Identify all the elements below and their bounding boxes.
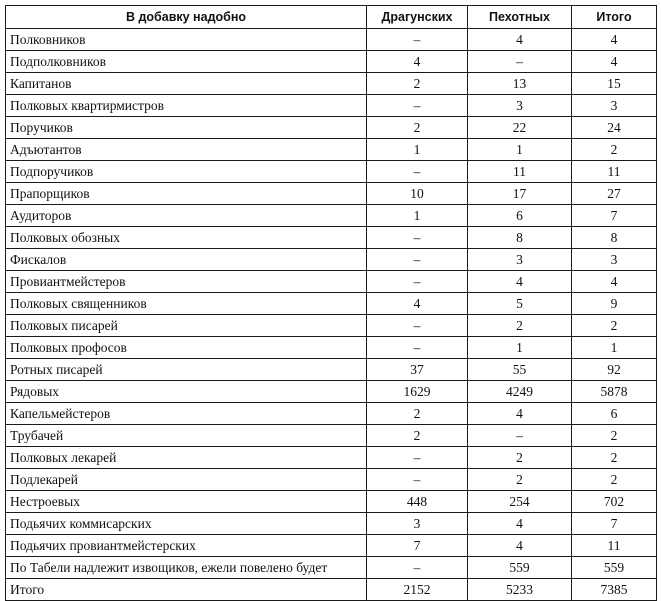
row-total-value: 559 [572,557,657,579]
row-dragoon-value: – [367,161,468,183]
row-total-value: 92 [572,359,657,381]
row-total-value: 3 [572,249,657,271]
row-dragoon-value: – [367,337,468,359]
table-row [6,95,657,117]
row-infantry-value: 1 [468,337,572,359]
row-dragoon-value: – [367,249,468,271]
row-total-value: 9 [572,293,657,315]
table-row [6,227,657,249]
row-infantry-value: 4 [468,271,572,293]
row-total-value: 2 [572,425,657,447]
row-label: Адъютантов [6,139,367,161]
row-total-value: 2 [572,469,657,491]
row-label: Подполковников [6,51,367,73]
row-dragoon-value: – [367,557,468,579]
row-dragoon-value: 10 [367,183,468,205]
row-infantry-value: 3 [468,249,572,271]
row-infantry-value: 2 [468,447,572,469]
row-dragoon-value: 2152 [367,579,468,601]
table-row [6,205,657,227]
table-header [6,6,657,29]
table-row [6,271,657,293]
row-dragoon-value: 1 [367,205,468,227]
staffing-table [5,5,657,601]
table-row [6,337,657,359]
row-total-value: 6 [572,403,657,425]
row-dragoon-value: 37 [367,359,468,381]
row-label: Аудиторов [6,205,367,227]
row-infantry-value: 22 [468,117,572,139]
row-total-value: 2 [572,447,657,469]
row-total-value: 2 [572,139,657,161]
row-total-value: 4 [572,51,657,73]
table-row [6,73,657,95]
row-infantry-value: 254 [468,491,572,513]
row-label: Полковых священников [6,293,367,315]
row-dragoon-value: 4 [367,51,468,73]
row-dragoon-value: 7 [367,535,468,557]
table-row [6,491,657,513]
table-row [6,315,657,337]
row-label: Подьячих коммисарских [6,513,367,535]
row-dragoon-value: 2 [367,73,468,95]
row-dragoon-value: – [367,29,468,51]
row-label: Фискалов [6,249,367,271]
row-infantry-value: 5 [468,293,572,315]
row-infantry-value: 11 [468,161,572,183]
row-label: Полковых квартирмистров [6,95,367,117]
row-infantry-value: 13 [468,73,572,95]
row-infantry-value: 559 [468,557,572,579]
row-label: Поручиков [6,117,367,139]
row-label: Капитанов [6,73,367,95]
row-dragoon-value: 2 [367,403,468,425]
row-label: Полковых писарей [6,315,367,337]
row-dragoon-value: – [367,95,468,117]
table-row [6,293,657,315]
row-total-value: 7385 [572,579,657,601]
table-row [6,425,657,447]
header-dragoon: Драгунских [367,6,468,29]
row-total-value: 7 [572,513,657,535]
table-row [6,579,657,601]
row-dragoon-value: – [367,469,468,491]
row-total-value: 4 [572,29,657,51]
table-row [6,557,657,579]
row-total-value: 8 [572,227,657,249]
row-infantry-value: 3 [468,95,572,117]
table-row [6,381,657,403]
row-dragoon-value: 2 [367,117,468,139]
row-label: Ротных писарей [6,359,367,381]
row-label: Полковников [6,29,367,51]
header-infantry: Пехотных [468,6,572,29]
row-label: Полковых профосов [6,337,367,359]
row-dragoon-value: 1629 [367,381,468,403]
row-infantry-value: 5233 [468,579,572,601]
row-total-value: 11 [572,535,657,557]
table-row [6,447,657,469]
row-dragoon-value: – [367,447,468,469]
row-dragoon-value: 2 [367,425,468,447]
row-dragoon-value: 4 [367,293,468,315]
row-total-value: 5878 [572,381,657,403]
header-row [6,6,657,29]
row-infantry-value: 4249 [468,381,572,403]
row-infantry-value: 17 [468,183,572,205]
row-label: Полковых обозных [6,227,367,249]
row-infantry-value: – [468,51,572,73]
row-infantry-value: 8 [468,227,572,249]
row-total-value: 15 [572,73,657,95]
row-total-value: 1 [572,337,657,359]
row-label: Итого [6,579,367,601]
row-dragoon-value: – [367,227,468,249]
row-infantry-value: 2 [468,315,572,337]
row-label: Подпоручиков [6,161,367,183]
row-dragoon-value: 448 [367,491,468,513]
row-infantry-value: 1 [468,139,572,161]
row-label: Прапорщиков [6,183,367,205]
row-label: Трубачей [6,425,367,447]
table-row [6,249,657,271]
row-infantry-value: 4 [468,403,572,425]
row-label: Полковых лекарей [6,447,367,469]
row-total-value: 702 [572,491,657,513]
table-row [6,161,657,183]
row-total-value: 11 [572,161,657,183]
header-category: В добавку надобно [6,6,367,29]
row-label: Подлекарей [6,469,367,491]
row-total-value: 7 [572,205,657,227]
table-row [6,403,657,425]
row-label: Провиантмейстеров [6,271,367,293]
row-infantry-value: 55 [468,359,572,381]
row-total-value: 24 [572,117,657,139]
row-label: По Табели надлежит извощиков, ежели повелено будет [6,557,367,579]
row-label: Подьячих провиантмейстерских [6,535,367,557]
row-total-value: 27 [572,183,657,205]
table-row [6,359,657,381]
row-dragoon-value: 3 [367,513,468,535]
table-row [6,535,657,557]
row-total-value: 4 [572,271,657,293]
row-dragoon-value: 1 [367,139,468,161]
row-infantry-value: 4 [468,535,572,557]
row-total-value: 2 [572,315,657,337]
row-infantry-value: 2 [468,469,572,491]
table-row [6,29,657,51]
row-label: Рядовых [6,381,367,403]
table-row [6,513,657,535]
row-infantry-value: 6 [468,205,572,227]
row-dragoon-value: – [367,315,468,337]
table-row [6,469,657,491]
row-total-value: 3 [572,95,657,117]
row-label: Капельмейстеров [6,403,367,425]
row-label: Нестроевых [6,491,367,513]
row-infantry-value: – [468,425,572,447]
header-total: Итого [572,6,657,29]
row-infantry-value: 4 [468,513,572,535]
table-row [6,117,657,139]
table-body [6,29,657,601]
table-row [6,139,657,161]
row-dragoon-value: – [367,271,468,293]
row-infantry-value: 4 [468,29,572,51]
table-row [6,51,657,73]
table-row [6,183,657,205]
